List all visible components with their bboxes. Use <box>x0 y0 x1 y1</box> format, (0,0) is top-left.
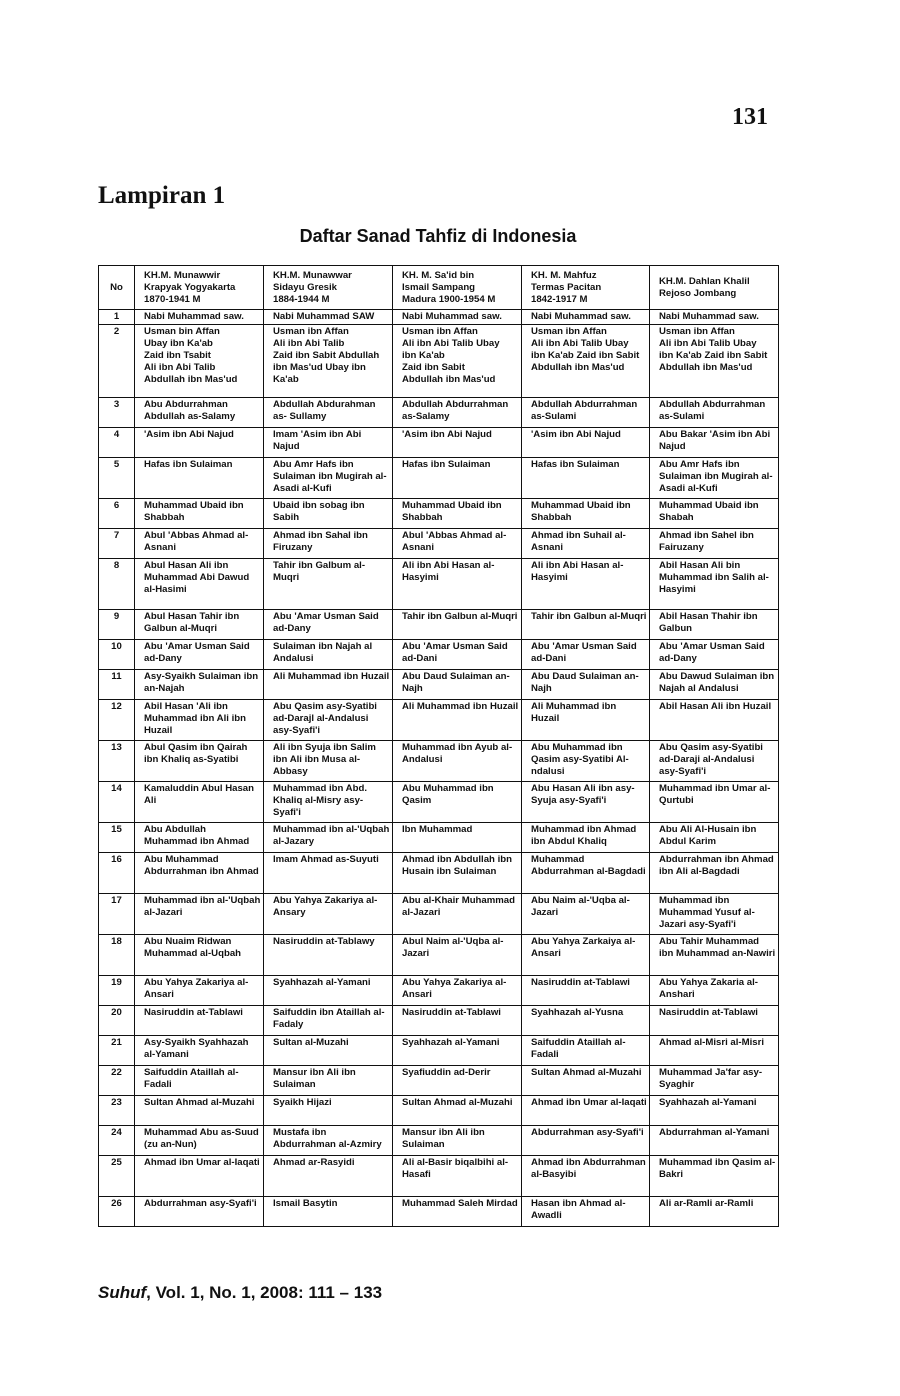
sanad-cell-line: Zaid ibn Sabit Abdullah <box>273 350 380 361</box>
table-title: Daftar Sanad Tahfiz di Indonesia <box>299 226 577 246</box>
sanad-cell: Abu Amr Hafs ibn Sulaiman ibn Mugirah al-Asadi al-Kufi <box>264 458 393 499</box>
header-line: Krapyak Yogyakarta <box>144 281 236 293</box>
row-number: 19 <box>99 976 135 1006</box>
sanad-cell: Muhammad ibn Umar al-Qurtubi <box>650 782 779 823</box>
sanad-cell: Abu Abdullah Muhammad ibn Ahmad <box>135 823 264 853</box>
sanad-cell: Sultan Ahmad al-Muzahi <box>393 1096 522 1126</box>
sanad-cell: Abu Yahya Zakariya al-Ansary <box>264 894 393 935</box>
row-number: 25 <box>99 1156 135 1197</box>
sanad-cell: Abu Tahir Muhammad ibn Muhammad an-Nawiri <box>650 935 779 976</box>
sanad-cell: Abul Naim al-'Uqba al-Jazari <box>393 935 522 976</box>
sanad-cell: Abdullah Abdurrahman as-Sulami <box>650 398 779 428</box>
row-number: 5 <box>99 458 135 499</box>
sanad-cell: Nasiruddin at-Tablawi <box>393 1006 522 1036</box>
sanad-cell: Syahhazah al-Yusna <box>522 1006 650 1036</box>
sanad-cell: Abdurrahman al-Yamani <box>650 1126 779 1156</box>
sanad-cell: Hafas ibn Sulaiman <box>393 458 522 499</box>
table-row <box>99 325 779 398</box>
sanad-cell: Muhammad Ja'far asy-Syaghir <box>650 1066 779 1096</box>
header-line: 1884-1944 M <box>273 293 330 305</box>
sanad-cell: Abu Naim al-'Uqba al-Jazari <box>522 894 650 935</box>
sanad-cell: Ahmad ibn Abdurrahman al-Basyibi <box>522 1156 650 1197</box>
table-row <box>99 935 779 976</box>
table-row <box>99 398 779 428</box>
sanad-cell: Muhammad Ubaid ibn Shabbah <box>522 499 650 529</box>
sanad-cell: Abul 'Abbas Ahmad al-Asnani <box>393 529 522 559</box>
sanad-cell: Ali al-Basir biqalbihi al-Hasafi <box>393 1156 522 1197</box>
sanad-cell: Abu Yahya Zakariya al-Ansari <box>135 976 264 1006</box>
sanad-cell: Abul Qasim ibn Qairah ibn Khaliq as-Syatibi <box>135 741 264 782</box>
table-row <box>99 499 779 529</box>
row-number: 20 <box>99 1006 135 1036</box>
sanad-cell: Abu 'Amar Usman Said ad-Dani <box>393 640 522 670</box>
sanad-cell-line: Usman ibn Affan <box>402 326 478 337</box>
sanad-cell <box>522 325 650 398</box>
row-number: 3 <box>99 398 135 428</box>
sanad-cell: 'Asim ibn Abi Najud <box>522 428 650 458</box>
sanad-cell: Muhammad ibn Muhammad Yusuf al-Jazari asy-Syafi'i <box>650 894 779 935</box>
sanad-cell: Muhammad ibn Qasim al-Bakri <box>650 1156 779 1197</box>
sanad-cell: Nabi Muhammad saw. <box>135 310 264 325</box>
sanad-cell-line: Ka'ab <box>273 374 299 385</box>
sanad-cell-line: ibn Mas'ud Ubay ibn <box>273 362 366 373</box>
sanad-cell-line: Usman ibn Affan <box>273 326 349 337</box>
sanad-cell: Muhammad Ubaid ibn Shabah <box>650 499 779 529</box>
sanad-cell: Sultan Ahmad al-Muzahi <box>522 1066 650 1096</box>
sanad-cell-line: Abdullah ibn Mas'ud <box>144 374 238 385</box>
table-header-row <box>99 266 779 310</box>
table-row <box>99 670 779 700</box>
header-line: KH. M. Sa'id bin <box>402 269 475 281</box>
sanad-cell: Abu Qasim asy-Syatibi ad-Daraji al-Andalusi asy-Syafi'i <box>650 741 779 782</box>
sanad-cell: Muhammad ibn Abd. Khaliq al-Misry asy-Syafi'i <box>264 782 393 823</box>
sanad-cell-line: Abdullah ibn Mas'ud <box>659 362 753 373</box>
sanad-cell: Ubaid ibn sobag ibn Sabih <box>264 499 393 529</box>
sanad-cell <box>650 325 779 398</box>
sanad-cell: Muhammad ibn Ahmad ibn Abdul Khaliq <box>522 823 650 853</box>
sanad-cell: Abu 'Amar Usman Said ad-Dany <box>650 640 779 670</box>
sanad-cell-line: Ali ibn Abi Talib <box>273 338 345 349</box>
sanad-cell <box>393 325 522 398</box>
sanad-cell: Saifuddin Ataillah al-Fadali <box>135 1066 264 1096</box>
table-row <box>99 559 779 610</box>
header-line: KH.M. Dahlan Khalil <box>659 275 750 287</box>
row-number: 2 <box>99 325 135 398</box>
sanad-cell: Abil Hasan Ali ibn Huzail <box>650 700 779 741</box>
sanad-cell: Abu 'Amar Usman Said ad-Dani <box>522 640 650 670</box>
sanad-cell-line: Ubay ibn Ka'ab <box>144 338 213 349</box>
sanad-cell: Ali ar-Ramli ar-Ramli <box>650 1197 779 1227</box>
sanad-cell: Abu Ali Al-Husain ibn Abdul Karim <box>650 823 779 853</box>
table-row <box>99 1126 779 1156</box>
sanad-cell: Syahhazah al-Yamani <box>264 976 393 1006</box>
sanad-cell: Ahmad ibn Sahel ibn Fairuzany <box>650 529 779 559</box>
sanad-cell: Nabi Muhammad saw. <box>522 310 650 325</box>
table-row <box>99 853 779 894</box>
sanad-cell: Muhammad ibn al-'Uqbah al-Jazari <box>135 894 264 935</box>
row-number: 1 <box>99 310 135 325</box>
sanad-cell: 'Asim ibn Abi Najud <box>135 428 264 458</box>
sanad-cell-line: Ali ibn Abi Talib <box>144 362 216 373</box>
table-row <box>99 1156 779 1197</box>
table-row <box>99 700 779 741</box>
table-row <box>99 741 779 782</box>
table-row <box>99 1096 779 1126</box>
sanad-cell: Muhammad Abdurrahman al-Bagdadi <box>522 853 650 894</box>
sanad-cell: Sulaiman ibn Najah al Andalusi <box>264 640 393 670</box>
sanad-cell: Hafas ibn Sulaiman <box>135 458 264 499</box>
sanad-cell: Sultan Ahmad al-Muzahi <box>135 1096 264 1126</box>
sanad-cell: Ibn Muhammad <box>393 823 522 853</box>
sanad-cell: Ahmad ar-Rasyidi <box>264 1156 393 1197</box>
sanad-cell: Abdullah Abdurrahman as-Salamy <box>393 398 522 428</box>
header-said <box>393 266 522 310</box>
sanad-cell: Abu Amr Hafs ibn Sulaiman ibn Mugirah al-Asadi al-Kufi <box>650 458 779 499</box>
table-row <box>99 610 779 640</box>
header-line: Ismail Sampang <box>402 281 476 293</box>
row-number: 10 <box>99 640 135 670</box>
sanad-cell-line: Zaid ibn Sabit <box>402 362 465 373</box>
sanad-cell: Saifuddin Ataillah al-Fadali <box>522 1036 650 1066</box>
row-number: 12 <box>99 700 135 741</box>
table-row <box>99 1066 779 1096</box>
row-number: 16 <box>99 853 135 894</box>
header-munawwar <box>264 266 393 310</box>
sanad-cell: Ahmad ibn Abdullah ibn Husain ibn Sulaiman <box>393 853 522 894</box>
sanad-cell: Ahmad ibn Sahal ibn Firuzany <box>264 529 393 559</box>
row-number: 17 <box>99 894 135 935</box>
sanad-cell: Nasiruddin at-Tablawi <box>135 1006 264 1036</box>
header-mahfuz <box>522 266 650 310</box>
table-row <box>99 1197 779 1227</box>
sanad-cell-line: ibn Ka'ab Zaid ibn Sabit <box>531 350 640 361</box>
sanad-cell: Ali Muhammad ibn Huzail <box>264 670 393 700</box>
sanad-cell: Kamaluddin Abul Hasan Ali <box>135 782 264 823</box>
header-line: KH.M. Munawwar <box>273 269 352 281</box>
footer-citation <box>98 1283 382 1303</box>
row-number: 23 <box>99 1096 135 1126</box>
sanad-cell: Abil Hasan Thahir ibn Galbun <box>650 610 779 640</box>
sanad-cell-line: Abdullah ibn Mas'ud <box>402 374 496 385</box>
sanad-cell: Tahir ibn Galbun al-Muqri <box>393 610 522 640</box>
sanad-cell: Abu Abdurrahman Abdullah as-Salamy <box>135 398 264 428</box>
appendix-heading: Lampiran 1 <box>98 182 226 209</box>
sanad-cell: Tahir ibn Galbum al-Muqri <box>264 559 393 610</box>
sanad-cell: Abdurrahman asy-Syafi'i <box>522 1126 650 1156</box>
sanad-cell: Abul Hasan Tahir ibn Galbun al-Muqri <box>135 610 264 640</box>
sanad-cell: Muhammad Abu as-Suud (zu an-Nun) <box>135 1126 264 1156</box>
footer-journal: Suhuf <box>98 1283 147 1302</box>
table-row <box>99 428 779 458</box>
sanad-cell: Muhammad ibn al-'Uqbah al-Jazary <box>264 823 393 853</box>
sanad-cell: Ali ibn Abi Hasan al-Hasyimi <box>393 559 522 610</box>
sanad-cell: Hafas ibn Sulaiman <box>522 458 650 499</box>
sanad-cell: Syahhazah al-Yamani <box>393 1036 522 1066</box>
table-row <box>99 458 779 499</box>
sanad-cell-line: Abdullah ibn Mas'ud <box>531 362 625 373</box>
sanad-cell: Abu Bakar 'Asim ibn Abi Najud <box>650 428 779 458</box>
sanad-cell-line: Ali ibn Abi Talib Ubay <box>531 338 629 349</box>
sanad-cell: Ahmad ibn Umar al-Iaqati <box>135 1156 264 1197</box>
sanad-cell: Abu 'Amar Usman Said ad-Dany <box>135 640 264 670</box>
table-row <box>99 1006 779 1036</box>
sanad-cell-line: Usman ibn Affan <box>659 326 735 337</box>
sanad-cell: Mansur ibn Ali ibn Sulaiman <box>393 1126 522 1156</box>
sanad-cell: Muhammad Ubaid ibn Shabbah <box>135 499 264 529</box>
page-number: 131 <box>732 104 768 130</box>
sanad-cell: Abu Qasim asy-Syatibi ad-Darajl al-Andalusi asy-Syafi'i <box>264 700 393 741</box>
sanad-cell: Abu Daud Sulaiman an-Najh <box>522 670 650 700</box>
sanad-cell: Syaikh Hijazi <box>264 1096 393 1126</box>
sanad-cell <box>264 325 393 398</box>
row-number: 4 <box>99 428 135 458</box>
sanad-cell-line: Usman bin Affan <box>144 326 220 337</box>
sanad-cell: Ahmad ibn Umar al-Iaqati <box>522 1096 650 1126</box>
sanad-cell: Muhammad Saleh Mirdad <box>393 1197 522 1227</box>
sanad-cell: Nasiruddin at-Tablawi <box>522 976 650 1006</box>
sanad-cell: Saifuddin ibn Ataillah al-Fadaly <box>264 1006 393 1036</box>
sanad-cell: Abu 'Amar Usman Said ad-Dany <box>264 610 393 640</box>
sanad-cell: Ali ibn Abi Hasan al-Hasyimi <box>522 559 650 610</box>
sanad-cell: Sultan al-Muzahi <box>264 1036 393 1066</box>
sanad-cell: Mansur ibn Ali ibn Sulaiman <box>264 1066 393 1096</box>
sanad-cell: Abu Daud Sulaiman an-Najh <box>393 670 522 700</box>
row-number: 26 <box>99 1197 135 1227</box>
header-line: 1842-1917 M <box>531 293 588 305</box>
sanad-cell-line: Ali ibn Abi Talib Ubay <box>402 338 500 349</box>
table-row <box>99 1036 779 1066</box>
sanad-cell: Abu Muhammad ibn Qasim <box>393 782 522 823</box>
sanad-cell: Syahhazah al-Yamani <box>650 1096 779 1126</box>
sanad-cell: Nabi Muhammad saw. <box>650 310 779 325</box>
row-number: 21 <box>99 1036 135 1066</box>
sanad-cell: Ahmad al-Misri al-Misri <box>650 1036 779 1066</box>
sanad-cell: Abu Nuaim Ridwan Muhammad al-Uqbah <box>135 935 264 976</box>
sanad-cell: Asy-Syaikh Syahhazah al-Yamani <box>135 1036 264 1066</box>
sanad-cell-line: ibn Ka'ab Zaid ibn Sabit <box>659 350 768 361</box>
header-line: KH. M. Mahfuz <box>531 269 597 281</box>
sanad-cell: Nasiruddin at-Tablawi <box>650 1006 779 1036</box>
table-row <box>99 310 779 325</box>
sanad-cell: Abu Yahya Zakariya al-Ansari <box>393 976 522 1006</box>
header-line: Rejoso Jombang <box>659 287 737 299</box>
header-line: Madura 1900-1954 M <box>402 293 496 305</box>
sanad-cell: Mustafa ibn Abdurrahman al-Azmiry <box>264 1126 393 1156</box>
sanad-cell: Abul 'Abbas Ahmad al-Asnani <box>135 529 264 559</box>
sanad-cell: Abu Hasan Ali ibn asy-Syuja asy-Syafi'i <box>522 782 650 823</box>
table-row <box>99 782 779 823</box>
row-number: 9 <box>99 610 135 640</box>
sanad-cell: Abdullah Abdurahman as- Sullamy <box>264 398 393 428</box>
header-line: Termas Pacitan <box>531 281 602 293</box>
sanad-cell: Abu Yahya Zakaria al-Anshari <box>650 976 779 1006</box>
sanad-cell: Abdurrahman ibn Ahmad ibn Ali al-Bagdadi <box>650 853 779 894</box>
table-row <box>99 976 779 1006</box>
row-number: 24 <box>99 1126 135 1156</box>
sanad-cell: Abu Yahya Zarkaiya al-Ansari <box>522 935 650 976</box>
sanad-cell: Muhammad Ubaid ibn Shabbah <box>393 499 522 529</box>
header-dahlan <box>650 266 779 310</box>
sanad-cell-line: Zaid ibn Tsabit <box>144 350 211 361</box>
sanad-cell: 'Asim ibn Abi Najud <box>393 428 522 458</box>
sanad-cell: Nabi Muhammad saw. <box>393 310 522 325</box>
row-number: 14 <box>99 782 135 823</box>
table-row <box>99 823 779 853</box>
sanad-cell: Tahir ibn Galbun al-Muqri <box>522 610 650 640</box>
sanad-cell: Abu Muhammad ibn Qasim asy-Syatibi Al-ndalusi <box>522 741 650 782</box>
row-number: 6 <box>99 499 135 529</box>
sanad-cell-line: Ali ibn Abi Talib Ubay <box>659 338 757 349</box>
header-line: 1870-1941 M <box>144 293 201 305</box>
row-number: 11 <box>99 670 135 700</box>
row-number: 13 <box>99 741 135 782</box>
row-number: 8 <box>99 559 135 610</box>
sanad-cell: Ismail Basytin <box>264 1197 393 1227</box>
header-munawwir <box>135 266 264 310</box>
row-number: 7 <box>99 529 135 559</box>
sanad-cell: Syafiuddin ad-Derir <box>393 1066 522 1096</box>
table-row <box>99 640 779 670</box>
footer-volume: , Vol. 1, No. 1, 2008: 111 – 133 <box>146 1283 383 1302</box>
sanad-cell: Ali ibn Syuja ibn Salim ibn Ali ibn Musa al-Abbasy <box>264 741 393 782</box>
sanad-cell-line: ibn Ka'ab <box>402 350 445 361</box>
sanad-table <box>98 265 779 1227</box>
row-number: 22 <box>99 1066 135 1096</box>
sanad-cell: Nasiruddin at-Tablawy <box>264 935 393 976</box>
sanad-cell: Abu Muhammad Abdurrahman ibn Ahmad <box>135 853 264 894</box>
sanad-cell: Abdullah Abdurrahman as-Sulami <box>522 398 650 428</box>
sanad-cell: Imam 'Asim ibn Abi Najud <box>264 428 393 458</box>
sanad-cell-line: Usman ibn Affan <box>531 326 607 337</box>
sanad-cell: Abul Hasan Ali ibn Muhammad Abi Dawud al-Hasimi <box>135 559 264 610</box>
table-row <box>99 529 779 559</box>
sanad-cell: Imam Ahmad as-Suyuti <box>264 853 393 894</box>
header-line: Sidayu Gresik <box>273 281 337 293</box>
header-line: KH.M. Munawwir <box>144 269 221 281</box>
sanad-cell: Ahmad ibn Suhail al-Asnani <box>522 529 650 559</box>
sanad-cell: Abil Hasan 'Ali ibn Muhammad ibn Ali ibn Huzail <box>135 700 264 741</box>
sanad-cell: Nabi Muhammad SAW <box>264 310 393 325</box>
sanad-cell: Abdurrahman asy-Syafi'i <box>135 1197 264 1227</box>
table-row <box>99 894 779 935</box>
row-number: 18 <box>99 935 135 976</box>
sanad-cell <box>135 325 264 398</box>
sanad-cell: Asy-Syaikh Sulaiman ibn an-Najah <box>135 670 264 700</box>
sanad-cell: Ali Muhammad ibn Huzail <box>393 700 522 741</box>
sanad-cell: Abu Dawud Sulaiman ibn Najah al Andalusi <box>650 670 779 700</box>
sanad-cell: Hasan ibn Ahmad al-Awadli <box>522 1197 650 1227</box>
header-no: No <box>99 266 135 310</box>
sanad-cell: Abil Hasan Ali bin Muhammad ibn Salih al-Hasyimi <box>650 559 779 610</box>
row-number: 15 <box>99 823 135 853</box>
sanad-cell: Ali Muhammad ibn Huzail <box>522 700 650 741</box>
sanad-cell: Muhammad ibn Ayub al-Andalusi <box>393 741 522 782</box>
sanad-cell: Abu al-Khair Muhammad al-Jazari <box>393 894 522 935</box>
